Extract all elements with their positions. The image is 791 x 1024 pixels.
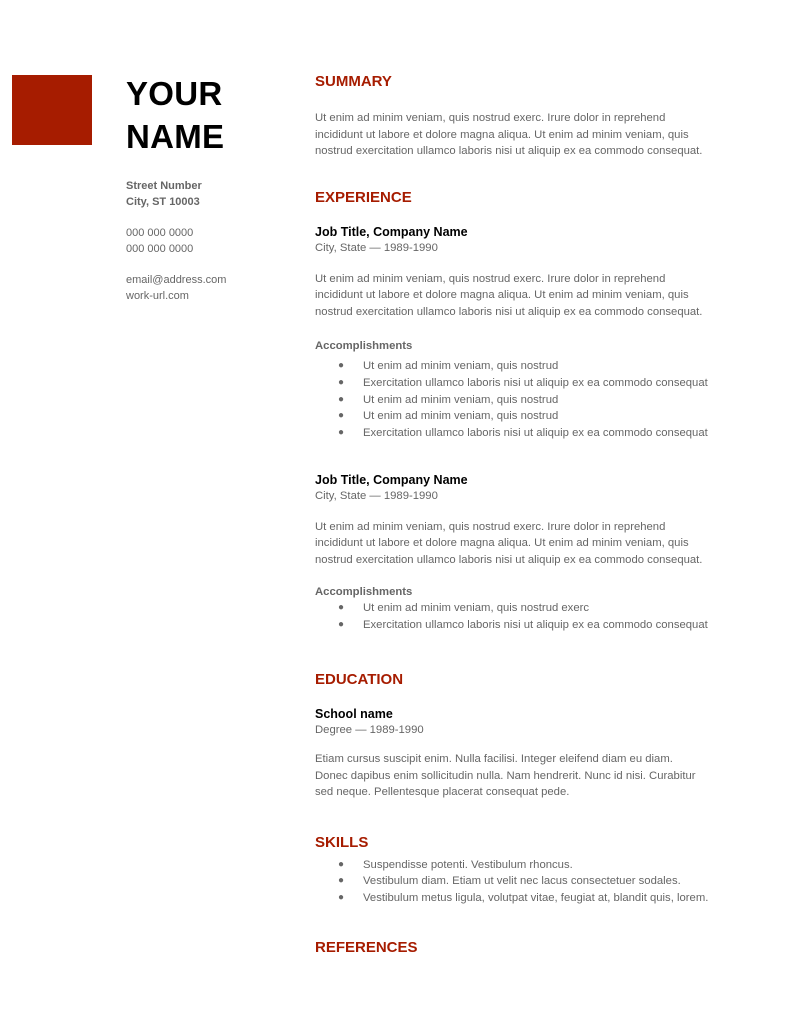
email-address: email@address.com — [126, 274, 227, 286]
list-item-text: Ut enim ad minim veniam, quis nostrud — [363, 393, 559, 406]
experience-section — [315, 186, 745, 635]
section-title-skills: SKILLS — [315, 833, 369, 851]
job-description-line: nostrud exercitation ullamco laboris nisi ut aliquip ex ea commodo consequat. — [315, 305, 703, 318]
accomplishments-list — [315, 600, 745, 634]
job-description — [315, 271, 745, 321]
list-item — [315, 358, 745, 375]
list-item — [315, 375, 745, 392]
list-item-text: Vestibulum diam. Etiam ut velit nec lacus consectetuer sodales. — [363, 875, 681, 888]
education-description-line: Donec dapibus enim sollicitudin nulla. Nam hendrerit. Nunc id nisi. Curabitur — [315, 769, 696, 782]
city-state-zip: City, ST 10003 — [126, 196, 200, 208]
bullet-icon: ● — [338, 427, 345, 439]
skills-section — [315, 831, 745, 907]
section-title-summary: SUMMARY — [315, 73, 392, 90]
accent-block — [12, 75, 92, 145]
list-item-text: Ut enim ad minim veniam, quis nostrud — [363, 360, 559, 372]
list-item — [315, 873, 745, 890]
list-item-text: Vestibulum metus ligula, volutpat vitae, feugiat at, blandit quis, lorem. — [363, 892, 709, 905]
work-url: work-url.com — [126, 290, 189, 302]
bullet-icon: ● — [338, 875, 345, 887]
bullet-icon: ● — [338, 376, 345, 388]
list-item — [315, 392, 745, 409]
job-description-line: nostrud exercitation ullamco laboris nisi ut aliquip ex ea commodo consequat. — [315, 553, 703, 566]
bullet-icon: ● — [338, 619, 345, 631]
bullet-icon: ● — [338, 410, 345, 422]
references-section — [315, 936, 745, 960]
bullet-icon: ● — [338, 602, 345, 614]
bullet-icon: ● — [338, 892, 345, 904]
accomplishments-list — [315, 358, 745, 442]
name-heading — [126, 72, 296, 158]
education-description — [315, 751, 745, 801]
accomplishments-label: Accomplishments — [315, 340, 413, 352]
education-entry — [315, 706, 745, 801]
education-description-line: Etiam cursus suscipit enim. Nulla facilisi. Integer eleifend diam eu diam. — [315, 753, 673, 766]
phone-primary: 000 000 0000 — [126, 227, 194, 239]
degree-dates: Degree — 1989-1990 — [315, 724, 424, 737]
list-item — [315, 425, 745, 442]
job-location-dates: City, State — 1989-1990 — [315, 241, 438, 254]
skills-list — [315, 857, 745, 907]
job-title: Job Title, Company Name — [315, 472, 468, 487]
name-line-2: NAME — [126, 118, 225, 155]
bullet-icon: ● — [338, 360, 345, 371]
list-item — [315, 408, 745, 425]
list-item-text: Suspendisse potenti. Vestibulum rhoncus. — [363, 858, 573, 871]
accomplishments-label: Accomplishments — [315, 586, 413, 599]
address — [126, 178, 296, 210]
section-title-references: REFERENCES — [315, 938, 418, 956]
job-description-line: incididunt ut labore et dolore magna aliqua. Ut enim ad minim veniam, quis — [315, 289, 689, 301]
list-item-text: Exercitation ullamco laboris nisi ut aliquip ex ea commodo consequat — [363, 427, 708, 440]
job-entry — [315, 472, 745, 634]
job-description-line: incididunt ut labore et dolore magna aliqua. Ut enim ad minim veniam, quis — [315, 537, 689, 550]
summary-section — [315, 70, 745, 160]
bullet-icon: ● — [338, 393, 345, 405]
job-entry — [315, 224, 745, 442]
summary-paragraph — [315, 110, 745, 160]
online-contacts — [126, 272, 296, 304]
phone-numbers — [126, 225, 296, 257]
street-address: Street Number — [126, 180, 202, 192]
main-content — [315, 70, 745, 960]
education-section — [315, 668, 745, 801]
name-line-1: YOUR — [126, 75, 223, 112]
school-name: School name — [315, 707, 393, 722]
list-item — [315, 857, 745, 874]
job-location-dates: City, State — 1989-1990 — [315, 489, 438, 502]
section-title-experience: EXPERIENCE — [315, 188, 412, 206]
job-description-line: Ut enim ad minim veniam, quis nostrud exerc. Irure dolor in reprehend — [315, 520, 666, 533]
section-title-education: EDUCATION — [315, 671, 404, 689]
summary-line: incididunt ut labore et dolore magna aliqua. Ut enim ad minim veniam, quis — [315, 128, 689, 141]
list-item-text: Ut enim ad minim veniam, quis nostrud exerc — [363, 602, 590, 615]
list-item-text: Exercitation ullamco laboris nisi ut aliquip ex ea commodo consequat — [363, 376, 708, 389]
sidebar — [126, 72, 296, 304]
phone-secondary: 000 000 0000 — [126, 243, 194, 255]
list-item-text: Ut enim ad minim veniam, quis nostrud — [363, 410, 559, 423]
job-description — [315, 519, 745, 569]
summary-line: nostrud exercitation ullamco laboris nisi ut aliquip ex ea commodo consequat. — [315, 145, 703, 157]
bullet-icon: ● — [338, 858, 345, 870]
job-title: Job Title, Company Name — [315, 224, 468, 239]
education-description-line: sed neque. Pellentesque placerat consequat pede. — [315, 786, 570, 799]
job-description-line: Ut enim ad minim veniam, quis nostrud exerc. Irure dolor in reprehend — [315, 272, 666, 285]
list-item-text: Exercitation ullamco laboris nisi ut aliquip ex ea commodo consequat — [363, 619, 708, 632]
list-item — [315, 617, 745, 634]
list-item — [315, 600, 745, 617]
summary-line: Ut enim ad minim veniam, quis nostrud exerc. Irure dolor in reprehend — [315, 112, 666, 124]
list-item — [315, 890, 745, 907]
